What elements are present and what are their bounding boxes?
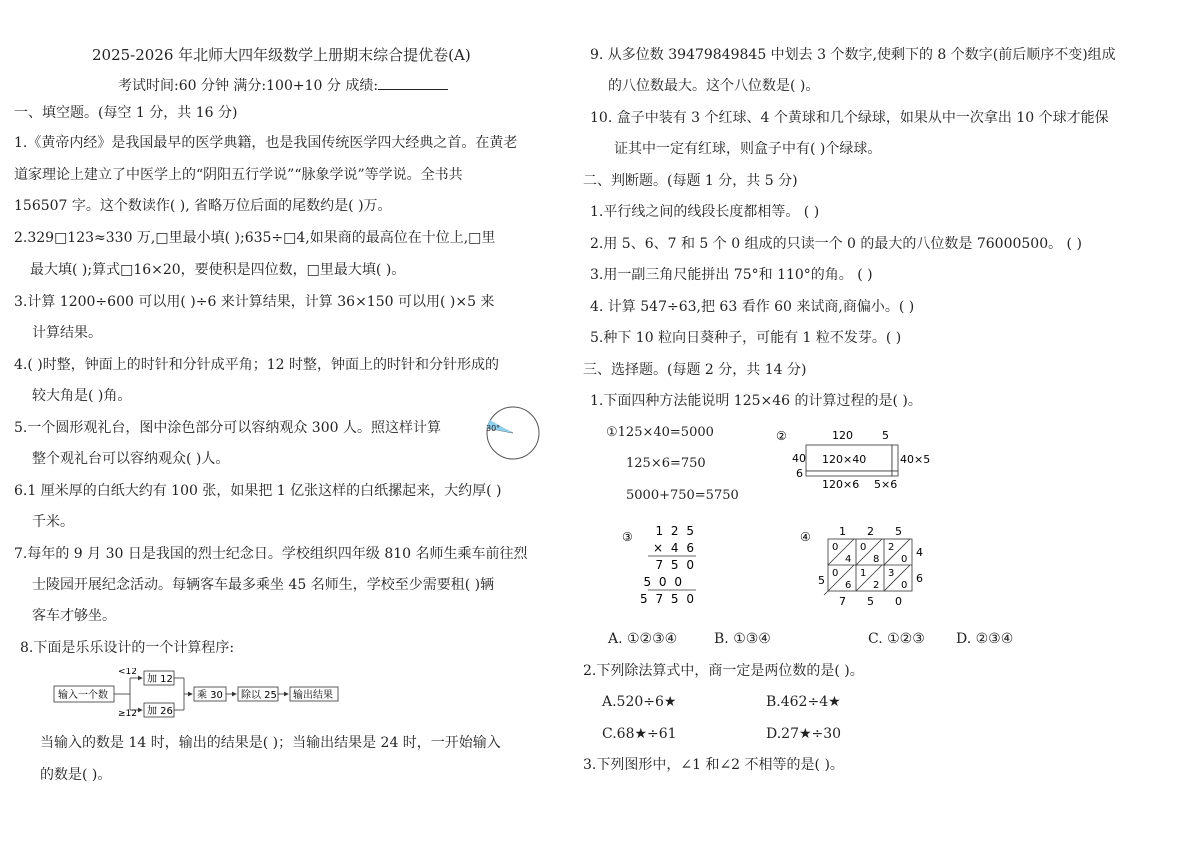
m4-top: 5: [895, 525, 902, 538]
section3-heading: 三、选择题。(每题 2 分，共 14 分): [583, 362, 807, 378]
flow-add12-label: 加 12: [147, 674, 173, 685]
m3-row: 5 7 5 0: [640, 592, 696, 606]
option-b[interactable]: B.462÷4★: [766, 694, 841, 710]
q1-line: 156507 字。这个数读作( ), 省略万位后面的尾数约是( )万。: [14, 198, 392, 214]
m4-right: 6: [916, 572, 923, 585]
method-4-lattice: [796, 523, 936, 609]
m4-cell: 1: [860, 568, 867, 579]
score-blank[interactable]: [378, 77, 448, 90]
tf-item: 4. 计算 547÷63,把 63 看作 60 来试商,商偏小。( ): [590, 299, 915, 315]
m4-cell: 3: [888, 568, 895, 579]
m2-bot2: 5×6: [874, 478, 898, 491]
m4-left: 5: [818, 574, 825, 587]
q6-line: 千米。: [32, 514, 74, 530]
m2-bot1: 120×6: [822, 478, 860, 491]
q8-intro: 8.下面是乐乐设计的一个计算程序:: [20, 640, 235, 656]
m3-number: ③: [622, 530, 633, 544]
m4-top: 2: [867, 525, 874, 538]
m3-row: 5 0 0: [643, 575, 684, 589]
m2-left1: 40: [792, 452, 806, 465]
m4-top: 1: [839, 525, 846, 538]
m2-right: 40×5: [900, 453, 931, 466]
m4-cell: 0: [901, 554, 908, 565]
m4-cell: 0: [832, 542, 839, 553]
option-a[interactable]: A.520÷6★: [602, 694, 677, 710]
q5-line: 整个观礼台可以容纳观众( )人。: [32, 451, 230, 467]
q6-line: 6.1 厘米厚的白纸大约有 100 张，如果把 1 亿张这样的白纸摞起来，大约厚( ): [14, 483, 502, 499]
m2-top2: 5: [882, 429, 889, 442]
exam-meta: [118, 77, 448, 95]
angle-label: 30°: [486, 424, 501, 433]
flow-mul30-label: 乘 30: [197, 690, 223, 701]
q1-line: 1.《黄帝内经》是我国最早的医学典籍，也是我国传统医学四大经典之首。在黄老: [14, 135, 518, 151]
m4-cell: 2: [873, 580, 880, 591]
exam-meta-text: 考试时间:60 分钟 满分:100+10 分 成绩:: [118, 78, 379, 94]
q9-line: 的八位数最大。这个八位数是( )。: [608, 78, 820, 94]
m4-cell: 8: [873, 554, 880, 565]
m2-number: ②: [776, 429, 787, 443]
q4-line: 较大角是( )角。: [32, 388, 132, 404]
q3-line: 3.计算 1200÷600 可以用( )÷6 来计算结果，计算 36×150 可以用( )×5 来: [14, 294, 495, 310]
q10-line: 10. 盒子中装有 3 个红球、4 个黄球和几个绿球，如果从中一次拿出 10 个球才能保: [590, 110, 1109, 126]
m2-left2: 6: [796, 467, 803, 480]
method-2-area-model: [772, 425, 942, 495]
m1-line: 5000+750=5750: [626, 488, 739, 503]
m4-bottom: 5: [867, 595, 874, 608]
option-d[interactable]: D. ②③④: [956, 631, 1014, 647]
flow-add26-label: 加 26: [147, 706, 173, 717]
q8-line: 当输入的数是 14 时，输出的结果是( )；当输出结果是 24 时，一开始输入: [40, 735, 501, 751]
q9-line: 9. 从多位数 39479849845 中划去 3 个数字,使剩下的 8 个数字(前后顺序不变)组成: [590, 47, 1116, 63]
m4-bottom: 7: [839, 595, 846, 608]
tf-item: 5.种下 10 粒向日葵种子，可能有 1 粒不发芽。( ): [590, 330, 902, 346]
option-a[interactable]: A. ①②③④: [608, 631, 678, 647]
flow-branch-ge: ≥12: [118, 709, 137, 718]
choice-q3: 3.下列图形中，∠1 和∠2 不相等的是( )。: [583, 757, 844, 773]
q8-line: 的数是( )。: [40, 767, 112, 783]
q1-line: 道家理论上建立了中医学上的“阴阳五行学说”“脉象学说”等学说。全书共: [14, 167, 463, 183]
m4-cell: 6: [845, 580, 852, 591]
section2-heading: 二、判断题。(每题 1 分，共 5 分): [583, 173, 798, 189]
q7-line: 客车才够坐。: [32, 608, 116, 624]
choice-q1: 1.下面四种方法能说明 125×46 的计算过程的是( )。: [590, 393, 922, 409]
q10-line: 证其中一定有红球，则盒子中有( )个绿球。: [614, 141, 882, 157]
tf-item: 1.平行线之间的线段长度都相等。 ( ): [590, 204, 820, 220]
q3-line: 计算结果。: [32, 325, 102, 341]
calculation-flowchart: [50, 668, 350, 718]
m4-cell: 0: [860, 542, 867, 553]
tf-item: 2.用 5、6、7 和 5 个 0 组成的只读一个 0 的最大的八位数是 76000500。 ( ): [590, 236, 1082, 252]
flow-div25-label: 除以 25: [241, 690, 277, 701]
m3-row: 7 5 0: [655, 558, 696, 572]
q7-line: 7.每年的 9 月 30 日是我国的烈士纪念日。学校组织四年级 810 名师生乘车前往烈: [14, 546, 528, 562]
m2-inner: 120×40: [822, 453, 867, 466]
q7-line: 士陵园开展纪念活动。每辆客车最多乘坐 45 名师生，学校至少需要租( )辆: [32, 577, 495, 593]
observation-deck-circle-figure: [484, 404, 542, 462]
q5-line: 5.一个圆形观礼台，图中涂色部分可以容纳观众 300 人。照这样计算: [14, 420, 441, 436]
option-c[interactable]: C.68★÷61: [602, 726, 677, 742]
section1-heading: 一、填空题。(每空 1 分，共 16 分): [14, 105, 238, 121]
m4-number: ④: [800, 530, 811, 544]
m4-bottom: 0: [895, 595, 902, 608]
choice-q2: 2.下列除法算式中，商一定是两位数的是( )。: [583, 663, 864, 679]
m3-row: 1 2 5: [655, 524, 696, 538]
m3-row: × 4 6: [653, 541, 696, 555]
m2-top1: 120: [832, 429, 853, 442]
tf-item: 3.用一副三角尺能拼出 75°和 110°的角。 ( ): [590, 267, 873, 283]
flow-input-label: 输入一个数: [58, 690, 108, 701]
page-title: 2025-2026 年北师大四年级数学上册期末综合提优卷(A): [92, 46, 471, 64]
m4-cell: 4: [845, 554, 852, 565]
m1-line: 125×6=750: [626, 456, 706, 471]
method-3-vertical-calc: [618, 523, 698, 609]
m4-cell: 2: [888, 542, 895, 553]
m1-line: ①125×40=5000: [606, 425, 714, 440]
option-b[interactable]: B. ①③④: [714, 631, 771, 647]
q4-line: 4.( )时整，钟面上的时针和分针成平角；12 时整，钟面上的时针和分针形成的: [14, 357, 499, 373]
flow-branch-lt: <12: [118, 668, 137, 677]
m4-right: 4: [916, 546, 923, 559]
flow-output-label: 输出结果: [293, 690, 333, 701]
option-c[interactable]: C. ①②③: [868, 631, 925, 647]
q2-line: 2.329□123≈330 万,□里最小填( );635÷□4,如果商的最高位在十位上,□里: [14, 230, 496, 246]
m4-cell: 0: [832, 568, 839, 579]
m4-cell: 0: [901, 580, 908, 591]
q2-line: 最大填( );算式□16×20，要使积是四位数，□里最大填( )。: [30, 262, 406, 278]
option-d[interactable]: D.27★÷30: [766, 726, 842, 742]
